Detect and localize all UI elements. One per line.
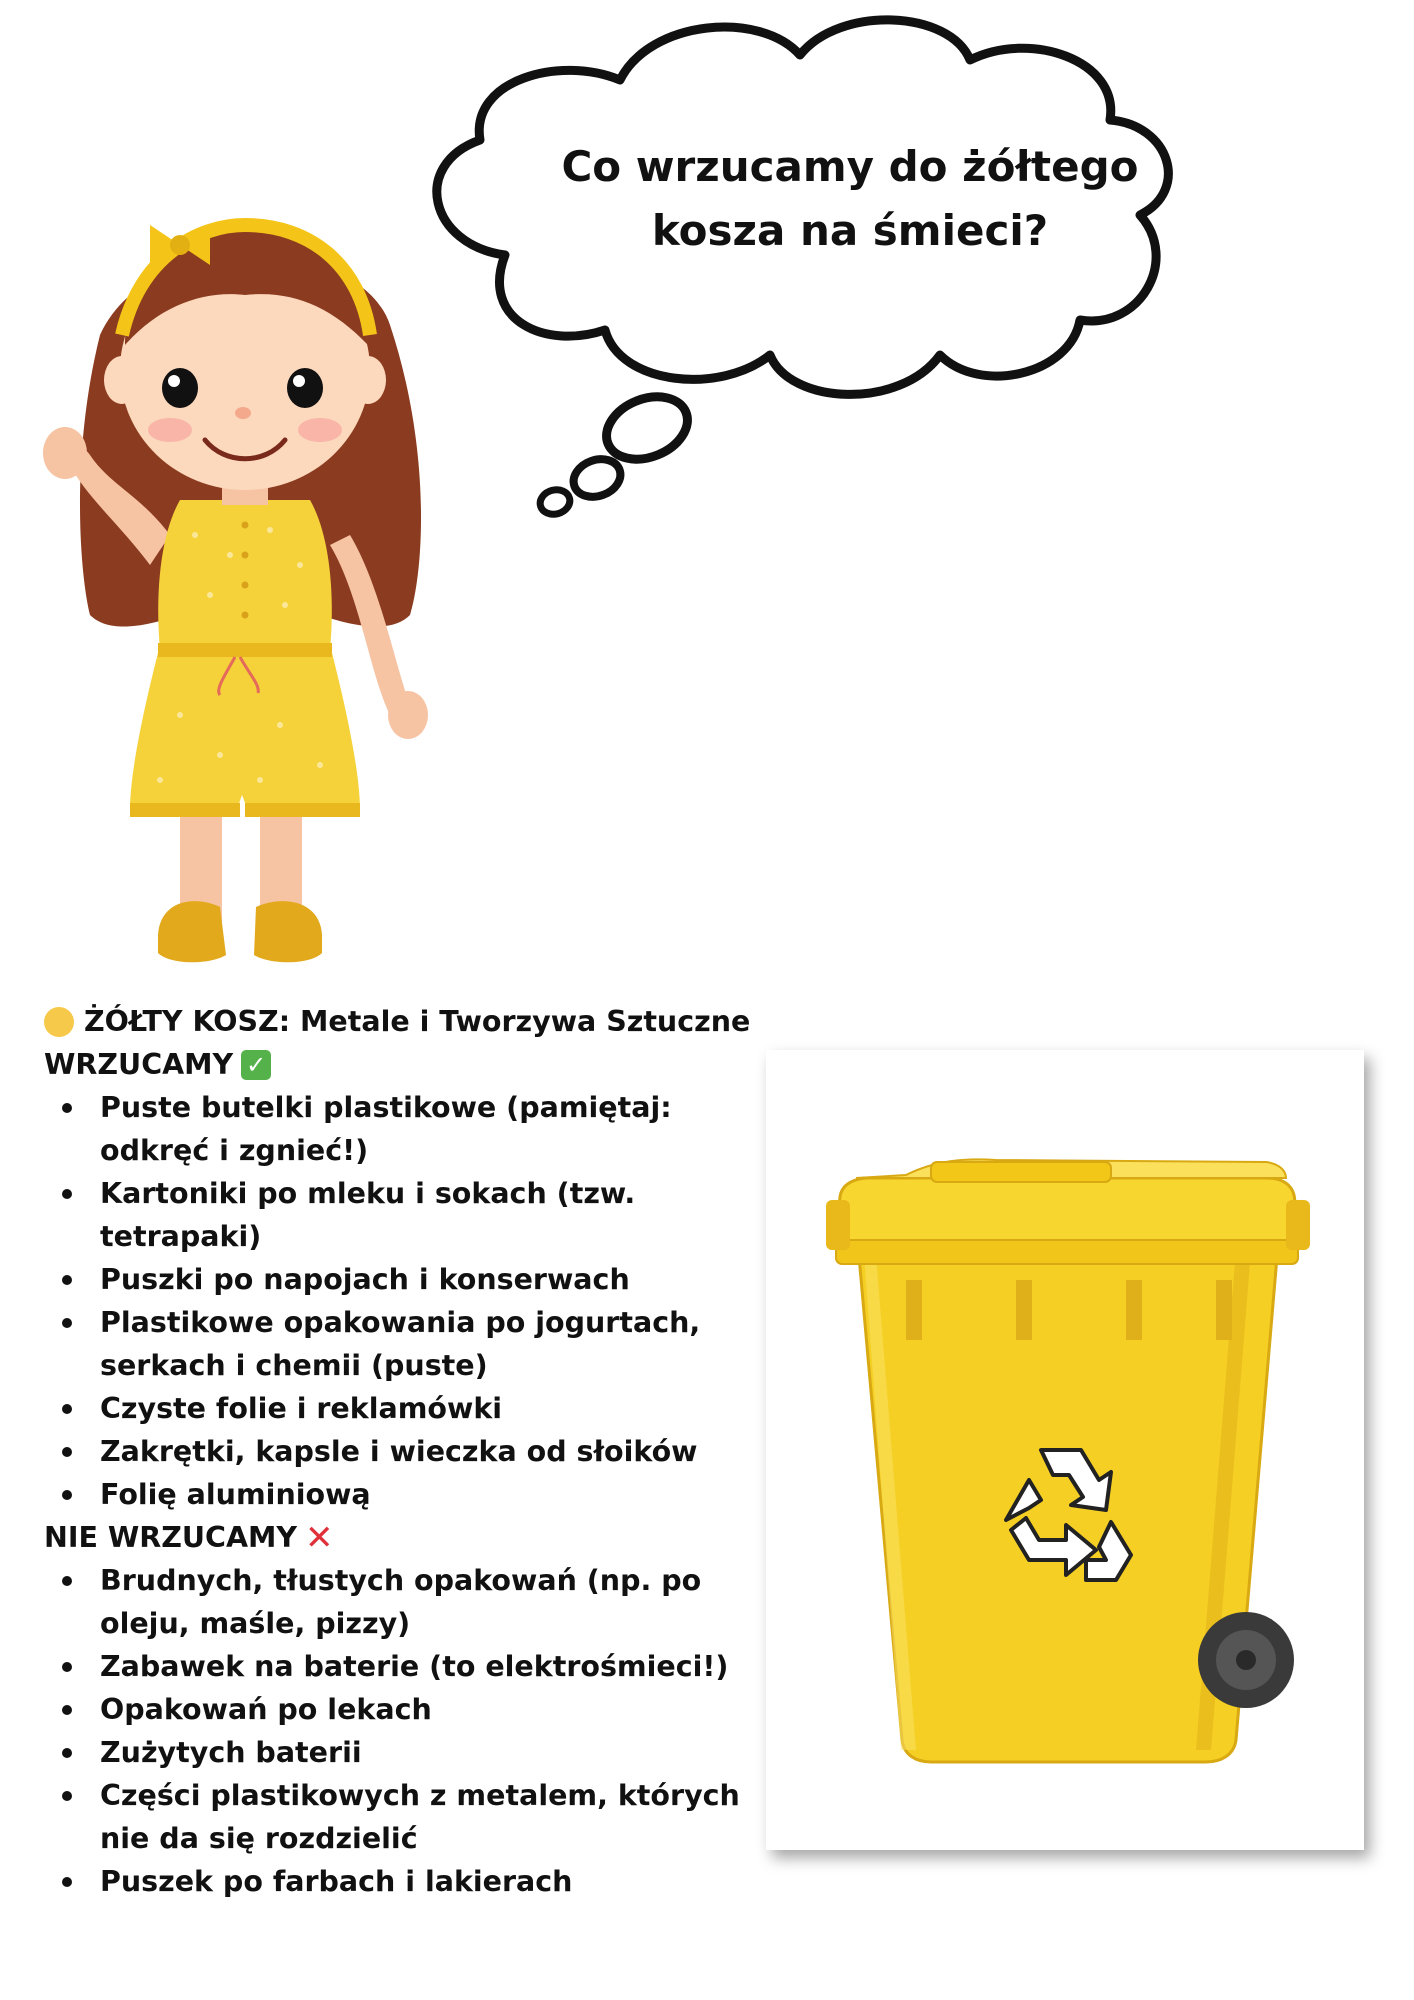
list-item: Zabawek na baterie (to elektrośmieci!) (44, 1645, 764, 1688)
forbidden-list (44, 1559, 764, 1903)
heading-line (44, 1000, 764, 1043)
check-mark-icon: ✓ (241, 1050, 271, 1080)
yellow-circle-icon (44, 1007, 74, 1037)
list-item: Brudnych, tłustych opakowań (np. po oleju, maśle, pizzy) (44, 1559, 764, 1645)
recycling-info (44, 1000, 764, 1903)
heading: ŻÓŁTY KOSZ: Metale i Tworzywa Sztuczne (84, 1005, 751, 1038)
cloud-question (520, 135, 1180, 263)
cross-mark-icon: ✕ (305, 1517, 334, 1558)
list-item: Puste butelki plastikowe (pamiętaj: odkręć i zgnieć!) (44, 1086, 764, 1172)
allowed-title: WRZUCAMY (44, 1048, 234, 1081)
forbidden-title-line (44, 1516, 764, 1559)
list-item: Części plastikowych z metalem, których nie da się rozdzielić (44, 1774, 764, 1860)
list-item: Puszki po napojach i konserwach (44, 1258, 764, 1301)
list-item: Zużytych baterii (44, 1731, 764, 1774)
forbidden-title: NIE WRZUCAMY (44, 1521, 298, 1554)
list-item: Zakrętki, kapsle i wieczka od słoików (44, 1430, 764, 1473)
list-item: Kartoniki po mleku i sokach (tzw. tetrapaki) (44, 1172, 764, 1258)
list-item: Opakowań po lekach (44, 1688, 764, 1731)
list-item: Czyste folie i reklamówki (44, 1387, 764, 1430)
cloud-question-line1: Co wrzucamy do żółtego (561, 142, 1139, 191)
list-item: Folię aluminiową (44, 1473, 764, 1516)
list-item: Plastikowe opakowania po jogurtach, serkach i chemii (puste) (44, 1301, 764, 1387)
girl-illustration (30, 195, 450, 985)
bin-image-card (766, 1050, 1364, 1850)
cloud-question-line2: kosza na śmieci? (651, 206, 1049, 255)
list-item: Puszek po farbach i lakierach (44, 1860, 764, 1903)
allowed-list (44, 1086, 764, 1516)
yellow-bin-illustration (766, 1050, 1364, 1850)
allowed-title-line (44, 1043, 764, 1086)
